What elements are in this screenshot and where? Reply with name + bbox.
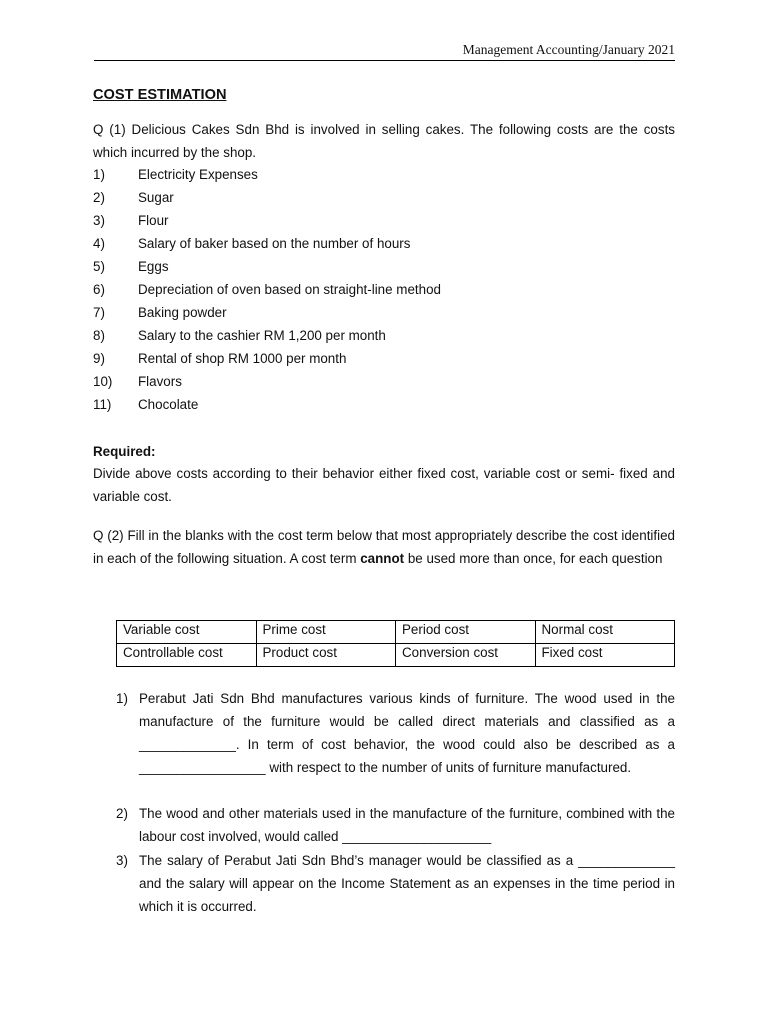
list-item-number: 8) xyxy=(93,328,105,343)
question-number: 2) xyxy=(116,806,128,821)
question-number: 1) xyxy=(116,691,128,706)
required-text: Divide above costs according to their behavior either fixed cost, variable cost or semi- fixed and variable cost. xyxy=(93,466,675,504)
question-text: Perabut Jati Sdn Bhd manufactures various kinds of furniture. The wood used in the manufacture of the furniture would be called direct materials and classified as a _____________. In term of cost behavior, the wood could also be described as a _________________ with respect to the number of units of furniture manufactured. xyxy=(139,691,675,775)
table-cell: Product cost xyxy=(256,644,396,667)
list-item-text: Electricity Expenses xyxy=(138,167,258,182)
list-item-number: 10) xyxy=(93,374,113,389)
list-item-text: Eggs xyxy=(138,259,169,274)
table-cell: Normal cost xyxy=(535,621,675,644)
list-item-text: Sugar xyxy=(138,190,174,205)
list-item-number: 2) xyxy=(93,190,105,205)
q2-intro-emphasis: cannot xyxy=(360,551,405,566)
table-cell: Prime cost xyxy=(256,621,396,644)
table-cell: Conversion cost xyxy=(396,644,536,667)
question-text: The wood and other materials used in the manufacture of the furniture, combined with the labour cost involved, would called ____________________ xyxy=(139,806,675,844)
list-item-text: Salary of baker based on the number of hours xyxy=(138,236,411,251)
list-item-number: 7) xyxy=(93,305,105,320)
question-item xyxy=(116,687,675,779)
list-item-text: Salary to the cashier RM 1,200 per month xyxy=(138,328,386,343)
q2-intro-end: be used more than once, for each question xyxy=(404,551,663,566)
page-header: Management Accounting/January 2021 xyxy=(94,42,675,61)
list-item-text: Flavors xyxy=(138,374,182,389)
list-item-number: 6) xyxy=(93,282,105,297)
cost-terms-table xyxy=(116,620,675,667)
list-item-text: Baking powder xyxy=(138,305,227,320)
list-item-number: 9) xyxy=(93,351,105,366)
q1-intro: Q (1) Delicious Cakes Sdn Bhd is involved in selling cakes. The following costs are the costs which incurred by the shop. xyxy=(93,122,675,160)
table-cell: Variable cost xyxy=(117,621,257,644)
list-item-number: 11) xyxy=(93,397,112,412)
table-row xyxy=(117,644,675,667)
required-label: Required: xyxy=(93,444,156,459)
question-item xyxy=(116,802,675,848)
list-item-text: Flour xyxy=(138,213,169,228)
question-text: The salary of Perabut Jati Sdn Bhd’s manager would be classified as a _____________ and the salary will appear on the Income Statement as an expenses in the time period in which it is occurred. xyxy=(139,853,675,914)
q2-intro-start: Q (2) Fill in the blanks with the cost term below that most appropriately describe the cost identified in each of the following situation. A cost term xyxy=(93,528,675,566)
list-item-number: 5) xyxy=(93,259,105,274)
question-number: 3) xyxy=(116,853,128,868)
table-cell: Fixed cost xyxy=(535,644,675,667)
q2-intro xyxy=(93,524,675,570)
section-title: COST ESTIMATION xyxy=(93,87,227,103)
list-item-text: Depreciation of oven based on straight-line method xyxy=(138,282,441,297)
list-item-number: 3) xyxy=(93,213,105,228)
table-cell: Controllable cost xyxy=(117,644,257,667)
table-row xyxy=(117,621,675,644)
table-cell: Period cost xyxy=(396,621,536,644)
list-item-text: Chocolate xyxy=(138,397,199,412)
list-item-number: 4) xyxy=(93,236,105,251)
list-item-number: 1) xyxy=(93,167,105,182)
list-item-text: Rental of shop RM 1000 per month xyxy=(138,351,347,366)
question-item xyxy=(116,849,675,918)
